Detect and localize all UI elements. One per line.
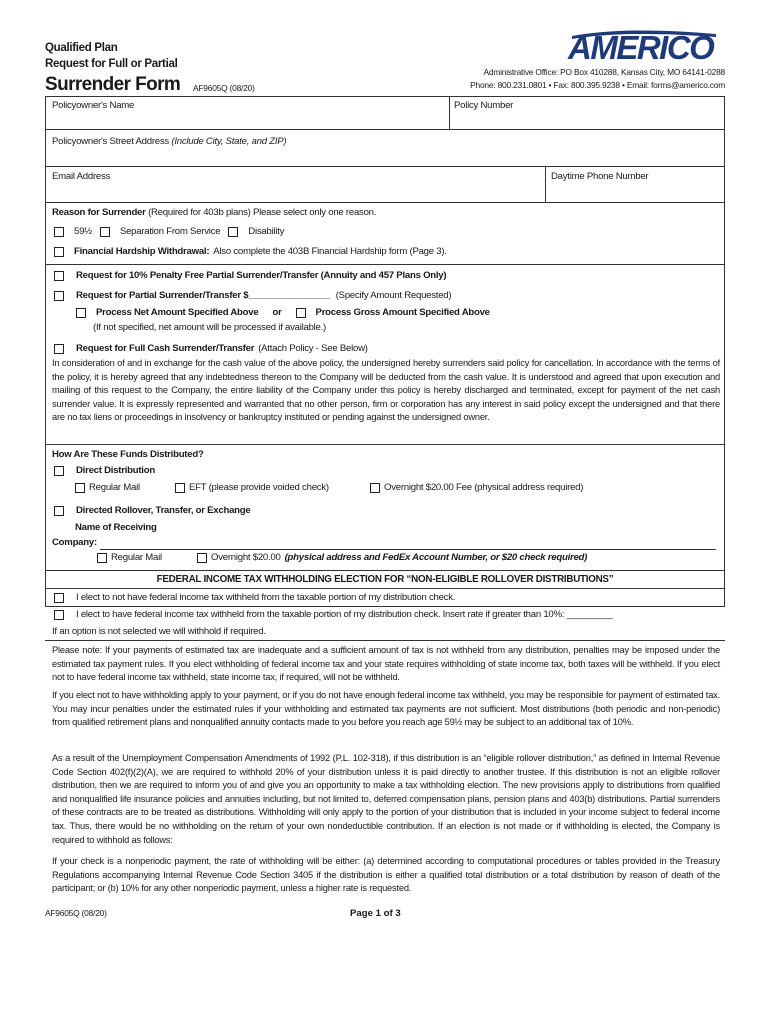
form-code: AF9605Q (08/20) bbox=[193, 83, 255, 93]
overnight-2-label: Overnight $20.00 bbox=[211, 552, 281, 563]
rollover-checkbox[interactable] bbox=[54, 506, 64, 516]
policyowner-name-label: Policyowner's Name bbox=[52, 100, 135, 111]
americo-logo-graphic bbox=[566, 28, 728, 64]
net-amount-label: Process Net Amount Specified Above bbox=[96, 307, 259, 318]
title-line-1: Qualified Plan bbox=[45, 42, 118, 54]
gross-amount-checkbox[interactable] bbox=[296, 308, 306, 318]
full-cash-checkbox[interactable] bbox=[54, 344, 64, 354]
penalty-free-label: Request for 10% Penalty Free Partial Surrender/Transfer (Annuity and 457 Plans Only) bbox=[76, 270, 447, 281]
policyowner-name-field[interactable] bbox=[46, 113, 448, 128]
separation-checkbox[interactable] bbox=[100, 227, 110, 237]
regular-mail-checkbox[interactable] bbox=[75, 483, 85, 493]
regular-mail-2-checkbox[interactable] bbox=[97, 553, 107, 563]
no-withholding-checkbox[interactable] bbox=[54, 593, 64, 603]
withholding-checkbox[interactable] bbox=[54, 610, 64, 620]
direct-distribution-label: Direct Distribution bbox=[76, 465, 155, 476]
eft-label: EFT (please provide voided check) bbox=[189, 482, 329, 493]
hardship-label: Financial Hardship Withdrawal: bbox=[74, 246, 210, 257]
daytime-phone-field[interactable] bbox=[546, 184, 722, 200]
separation-option-label: Separation From Service bbox=[119, 226, 221, 237]
page-number: Page 1 of 3 bbox=[350, 908, 401, 919]
withholding-heading: FEDERAL INCOME TAX WITHHOLDING ELECTION FOR “NON-ELIGIBLE ROLLOVER DISTRIBUTIONS” bbox=[156, 574, 614, 585]
email-address-label: Email Address bbox=[52, 171, 111, 182]
or-separator: or bbox=[272, 307, 282, 318]
contact-line: Phone: 800.231.0801 • Fax: 800.395.9238 • Email: forms@americo.com bbox=[470, 80, 725, 90]
disability-option-label: Disability bbox=[248, 226, 285, 237]
reason-label: Reason for Surrender bbox=[52, 207, 146, 218]
note-paragraph-3: As a result of the Unemployment Compensation Amendments of 1992 (P.L. 102-318), if this distribution is an “eligible rollover distribution,” as defined in Internal Revenue Code Section 402(f)(2)(A), we are required to withhold 20% of your distribution unless it is paid directly to another trustee. If this distribution is not an eligible rollover distribution, then we are required to inform you of and give you an opportunity to make a tax withholding election. The new provisions apply to distributions from qualified and nonqualified life insurance policies and annuities including, but not limited to, deferred compensation plans, pension plans and 403(b) distributions. Partial surrenders of these contracts are to be treated as distributions. Withholding will only apply to the portion of your distribution that is included in your income subject to federal income tax. Thus, there would be no withholding on the return of your own nondeductible contribution. If an election is not made or if withholding is elected, the Company is required to withhold as follows: bbox=[52, 753, 720, 845]
receiving-company-field[interactable] bbox=[100, 537, 716, 550]
overnight-checkbox[interactable] bbox=[370, 483, 380, 493]
partial-surrender-checkbox[interactable] bbox=[54, 291, 64, 301]
disability-checkbox[interactable] bbox=[228, 227, 238, 237]
distribution-question: How Are These Funds Distributed? bbox=[52, 449, 204, 460]
partial-surrender-label[interactable]: Request for Partial Surrender/Transfer $________________ bbox=[76, 290, 330, 301]
logo-text: AMERICO bbox=[568, 29, 714, 64]
page-title: Surrender Form bbox=[45, 74, 181, 95]
regular-mail-label: Regular Mail bbox=[89, 482, 140, 493]
no-withholding-label: I elect to not have federal income tax withheld from the taxable portion of my distribution check. bbox=[76, 592, 456, 603]
withholding-default-note: If an option is not selected we will withhold if required. bbox=[52, 626, 266, 637]
note-paragraph-1: Please note: If your payments of estimated tax are inadequate and a sufficient amount of tax is not withheld from any distribution, penalties may be imposed under the estimated tax payment rules. If you elect withholding of federal income tax and your state requires withholding of state income tax, both taxes will be withheld. If you elect not to have federal income tax withheld, state income tax, if required, will not be withheld. bbox=[52, 645, 720, 683]
not-specified-note: (If not specified, net amount will be processed if available.) bbox=[93, 322, 327, 333]
title-line-2: Request for Full or Partial bbox=[45, 58, 178, 70]
gross-amount-label: Process Gross Amount Specified Above bbox=[315, 307, 490, 318]
reason-instruction: (Required for 403b plans) Please select only one reason. bbox=[148, 207, 377, 218]
full-cash-note: (Attach Policy - See Below) bbox=[258, 343, 368, 354]
footer-form-code: AF9605Q (08/20) bbox=[45, 908, 107, 918]
email-address-field[interactable] bbox=[46, 184, 544, 200]
note-paragraph-2: If you elect not to have withholding apply to your payment, or if you do not have enough federal income tax withheld, you may be responsible for payment of estimated tax. You may incur penalties under the estimated rules if your withholding and estimated tax payments are not sufficient. Most distributions (both periodic and non-periodic) from qualified retirement plans and nonqualified annuity contacts made to you before you reach age 59½ may be subject to an additional tax of 10%. bbox=[52, 690, 720, 728]
street-address-field[interactable] bbox=[46, 150, 723, 165]
street-address-text: Policyowner's Street Address bbox=[52, 136, 169, 147]
full-cash-label: Request for Full Cash Surrender/Transfer bbox=[76, 343, 255, 354]
withholding-label[interactable]: I elect to have federal income tax withheld from the taxable portion of my distribution check. Insert rate if greater than 10%: _________ bbox=[76, 609, 613, 620]
receiving-company-label-2: Company: bbox=[52, 537, 97, 548]
hardship-checkbox[interactable] bbox=[54, 247, 64, 257]
age-checkbox[interactable] bbox=[54, 227, 64, 237]
receiving-company-label-1: Name of Receiving bbox=[75, 522, 157, 533]
daytime-phone-label: Daytime Phone Number bbox=[551, 171, 649, 182]
policy-number-field[interactable] bbox=[450, 113, 723, 128]
eft-checkbox[interactable] bbox=[175, 483, 185, 493]
note-paragraph-4: If your check is a nonperiodic payment, the rate of withholding will be either: (a) determined according to computational procedures or tables provided in the Treasury Regulations accompanying Internal Revenue Code Section 3405 if the distribution is either a qualified total distribution or a total distribution by reason of death of the participant; or (b) 10% for any other nonperiodic payment, unless a higher rate is requested. bbox=[52, 856, 720, 894]
rollover-label: Directed Rollover, Transfer, or Exchange bbox=[76, 505, 251, 516]
consideration-paragraph: In consideration of and in exchange for the cash value of the above policy, the undersigned hereby surrenders said policy for cancellation. In accordance with the terms of the policy, it is hereby agreed that any indebtedness thereon to the Company will be deducted from the cash value. It is understood and agreed that upon execution and mailing of this request to the Company, the entire liability of the Company under this policy is hereby discharged and terminated, except for payment of the net cash surrender value. It is expressly represented and warranted that no other person, firm or corporation has any interest in said policy except the undersigned and that there are no tax liens or proceedings in insolvency or bankruptcy instituted or pending against the undersigned owner. bbox=[52, 358, 720, 423]
penalty-free-checkbox[interactable] bbox=[54, 271, 64, 281]
hardship-note: Also complete the 403B Financial Hardship form (Page 3). bbox=[213, 246, 447, 257]
age-option-label: 59½ bbox=[74, 226, 92, 237]
street-address-hint: (Include City, State, and ZIP) bbox=[171, 136, 287, 147]
overnight-2-checkbox[interactable] bbox=[197, 553, 207, 563]
reason-heading bbox=[52, 207, 376, 219]
partial-surrender-note: (Specify Amount Requested) bbox=[335, 290, 452, 301]
direct-distribution-checkbox[interactable] bbox=[54, 466, 64, 476]
overnight-label: Overnight $20.00 Fee (physical address required) bbox=[384, 482, 584, 493]
policy-number-label: Policy Number bbox=[454, 100, 514, 111]
street-address-label bbox=[52, 136, 286, 148]
overnight-2-note: (physical address and FedEx Account Number, or $20 check required) bbox=[284, 552, 588, 563]
americo-logo bbox=[566, 28, 728, 64]
regular-mail-2-label: Regular Mail bbox=[111, 552, 162, 563]
net-amount-checkbox[interactable] bbox=[76, 308, 86, 318]
admin-office-address: Administrative Office: PO Box 410288, Kansas City, MO 64141-0288 bbox=[483, 67, 725, 77]
